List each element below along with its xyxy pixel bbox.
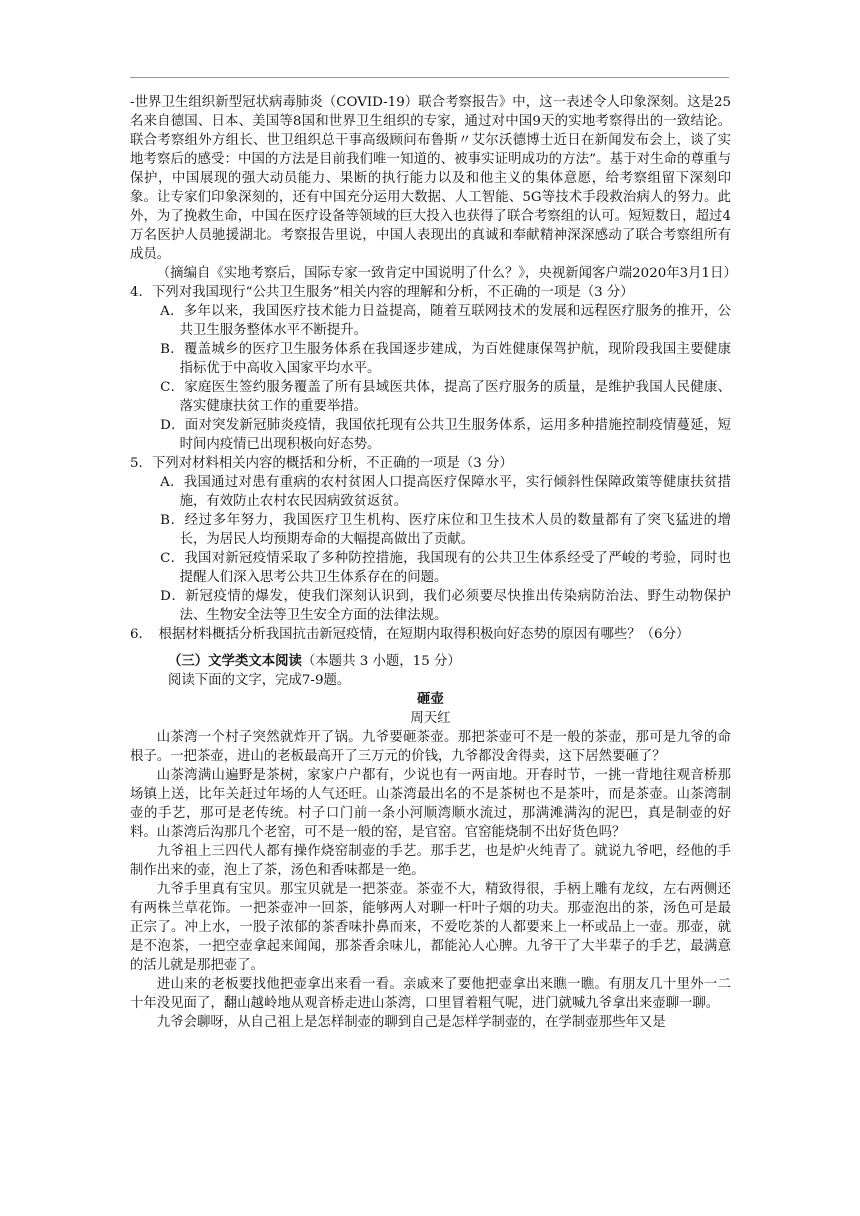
- section-instruction: 阅读下面的文字，完成7-9题。: [168, 673, 351, 688]
- story-paragraph: 九爷手里真有宝贝。那宝贝就是一把茶壶。茶壶不大，精致得很，手柄上雕有龙纹，左右两侧还有两株兰草花饰。一把茶壶冲一回茶，能够两人对聊一杆叶子烟的功夫。那壶泡出的茶，汤色可是最正宗了。冲上水，一股子浓郁的茶香味扑鼻而来，不爱吃茶的人都要来上一杯或品上一壶。那壶，就是不泡茶，一把空壶拿起来闻闻，那茶香余味儿，都能沁人心脾。九爷干了大半辈子的手艺，最满意的活儿就是那把壶了。: [130, 882, 731, 973]
- page-content: [130, 93, 737, 1032]
- source-note: （摘编自《实地考察后，国际专家一致肯定中国说明了什么？》，央视新闻客户端2020年3月1日）: [156, 266, 737, 281]
- question-4-option-d: D．面对突发新冠肺炎疫情，我国依托现有公共卫生服务体系，运用多种措施控制疫情蔓延，短时间内疫情已出现积极向好态势。: [160, 418, 731, 452]
- section-heading: [130, 652, 731, 671]
- story-title: 砸壶: [417, 691, 444, 707]
- question-4-stem: 4．下列对我国现行“公共卫生服务”相关内容的理解和分析，不正确的一项是（3 分）: [130, 285, 634, 300]
- story-paragraph: 九爷会聊呀，从自己祖上是怎样制壶的聊到自己是怎样学制壶的，在学制壶那些年又是: [156, 1015, 666, 1030]
- passage-paragraph: -世界卫生组织新型冠状病毒肺炎（COVID-19）联合考察报告》中，这一表述令人印象深刻。这是25名来自德国、日本、美国等8国和世界卫生组织的专家，通过对中国9天的实地考察得出的一致结论。联合考察组外方组长、世卫组织总干事高级顾问布鲁斯〃艾尔沃德博士近日在新闻发布会上，谈了实地考察后的感受：中国的方法是目前我们唯一知道的、被事实证明成功的方法”。基于对生命的尊重与保护，中国展现的强大动员能力、果断的执行能力以及和他主义的集体意愿，给考察组留下深刻印象。让专家们印象深刻的，还有中国充分运用大数据、人工智能、5G等技术手段救治病人的努力。此外，为了挽救生命，中国在医疗设备等领域的巨大投入也获得了联合考察组的认可。短短数日，超过4万名医护人员驰援湖北。考察报告里说，中国人表现出的真诚和奉献精神深深感动了联合考察组所有成员。: [130, 95, 731, 262]
- section-title: （三）文学类文本阅读: [168, 653, 302, 669]
- story-paragraph: 山茶湾满山遍野是茶树，家家户户都有，少说也有一两亩地。开春时节，一挑一背地往观音桥那场镇上送，比年关赶过年场的人气还旺。山茶湾最出名的不是茶树也不是茶叶，而是茶壶。山茶湾制壶的手艺，那可是老传统。村子口门前一条小河顺湾顺水流过，那满滩满沟的泥巴，真是制壶的好料。山茶湾后沟那几个老窑，可不是一般的窑，是官窑。官窑能烧制不出好货色吗？: [130, 768, 731, 840]
- story-paragraph: 九爷祖上三四代人都有操作烧窑制壶的手艺。那手艺，也是炉火纯青了。就说九爷吧，经他的手制作出来的壶，泡上了茶，汤色和香味都是一绝。: [130, 844, 731, 878]
- question-5-option-b: B．经过多年努力，我国医疗卫生机构、医疗床位和卫生技术人员的数量都有了突飞猛进的增长，为居民人均预期寿命的大幅提高做出了贡献。: [160, 513, 731, 547]
- header-rule: [130, 77, 729, 78]
- question-5-option-d: D．新冠疫情的爆发，使我们深刻认识到，我们必须要尽快推出传染病防治法、野生动物保护法、生物安全法等卫生安全方面的法律法规。: [160, 589, 731, 623]
- question-4-option-a: A．多年以来，我国医疗技术能力日益提高，随着互联网技术的发展和远程医疗服务的推开，公共卫生服务整体水平不断提升。: [160, 304, 731, 338]
- question-5-option-a: A．我国通过对患有重病的农村贫困人口提高医疗保障水平，实行倾斜性保障政策等健康扶贫措施，有效防止农村农民因病致贫返贫。: [160, 475, 731, 509]
- story-paragraph: 进山来的老板要找他把壶拿出来看一看。亲戚来了要他把壶拿出来瞧一瞧。有朋友几十里外一二十年没见面了，翻山越岭地从观音桥走进山茶湾，口里冒着粗气呢，进门就喊九爷拿出来壶聊一聊。: [130, 977, 731, 1011]
- question-4-option-c: C．家庭医生签约服务覆盖了所有县域医共体，提高了医疗服务的质量，是维护我国人民健康、落实健康扶贫工作的重要举措。: [160, 380, 731, 414]
- question-6: 6． 根据材料概括分析我国抗击新冠疫情，在短期内取得积极向好态势的原因有哪些？（6分）: [130, 627, 690, 642]
- question-4-option-b: B．覆盖城乡的医疗卫生服务体系在我国逐步建成，为百姓健康保驾护航，现阶段我国主要健康指标优于中高收入国家平均水平。: [160, 342, 731, 376]
- section-info: （本题共 3 小题，15 分）: [301, 654, 461, 669]
- story-paragraph: 山茶湾一个村子突然就炸开了锅。九爷要砸茶壶。那把茶壶可不是一般的茶壶，那可是九爷的命根子。一把茶壶，进山的老板最高开了三万元的价钱，九爷都没舍得卖，这下居然要砸了？: [130, 730, 731, 764]
- question-5-stem: 5．下列对材料相关内容的概括和分析，不正确的一项是（3 分）: [130, 456, 513, 471]
- story-author: 周天红: [410, 711, 451, 726]
- question-5-option-c: C．我国对新冠疫情采取了多种防控措施，我国现有的公共卫生体系经受了严峻的考验，同时也提醒人们深入思考公共卫生体系存在的问题。: [160, 551, 731, 585]
